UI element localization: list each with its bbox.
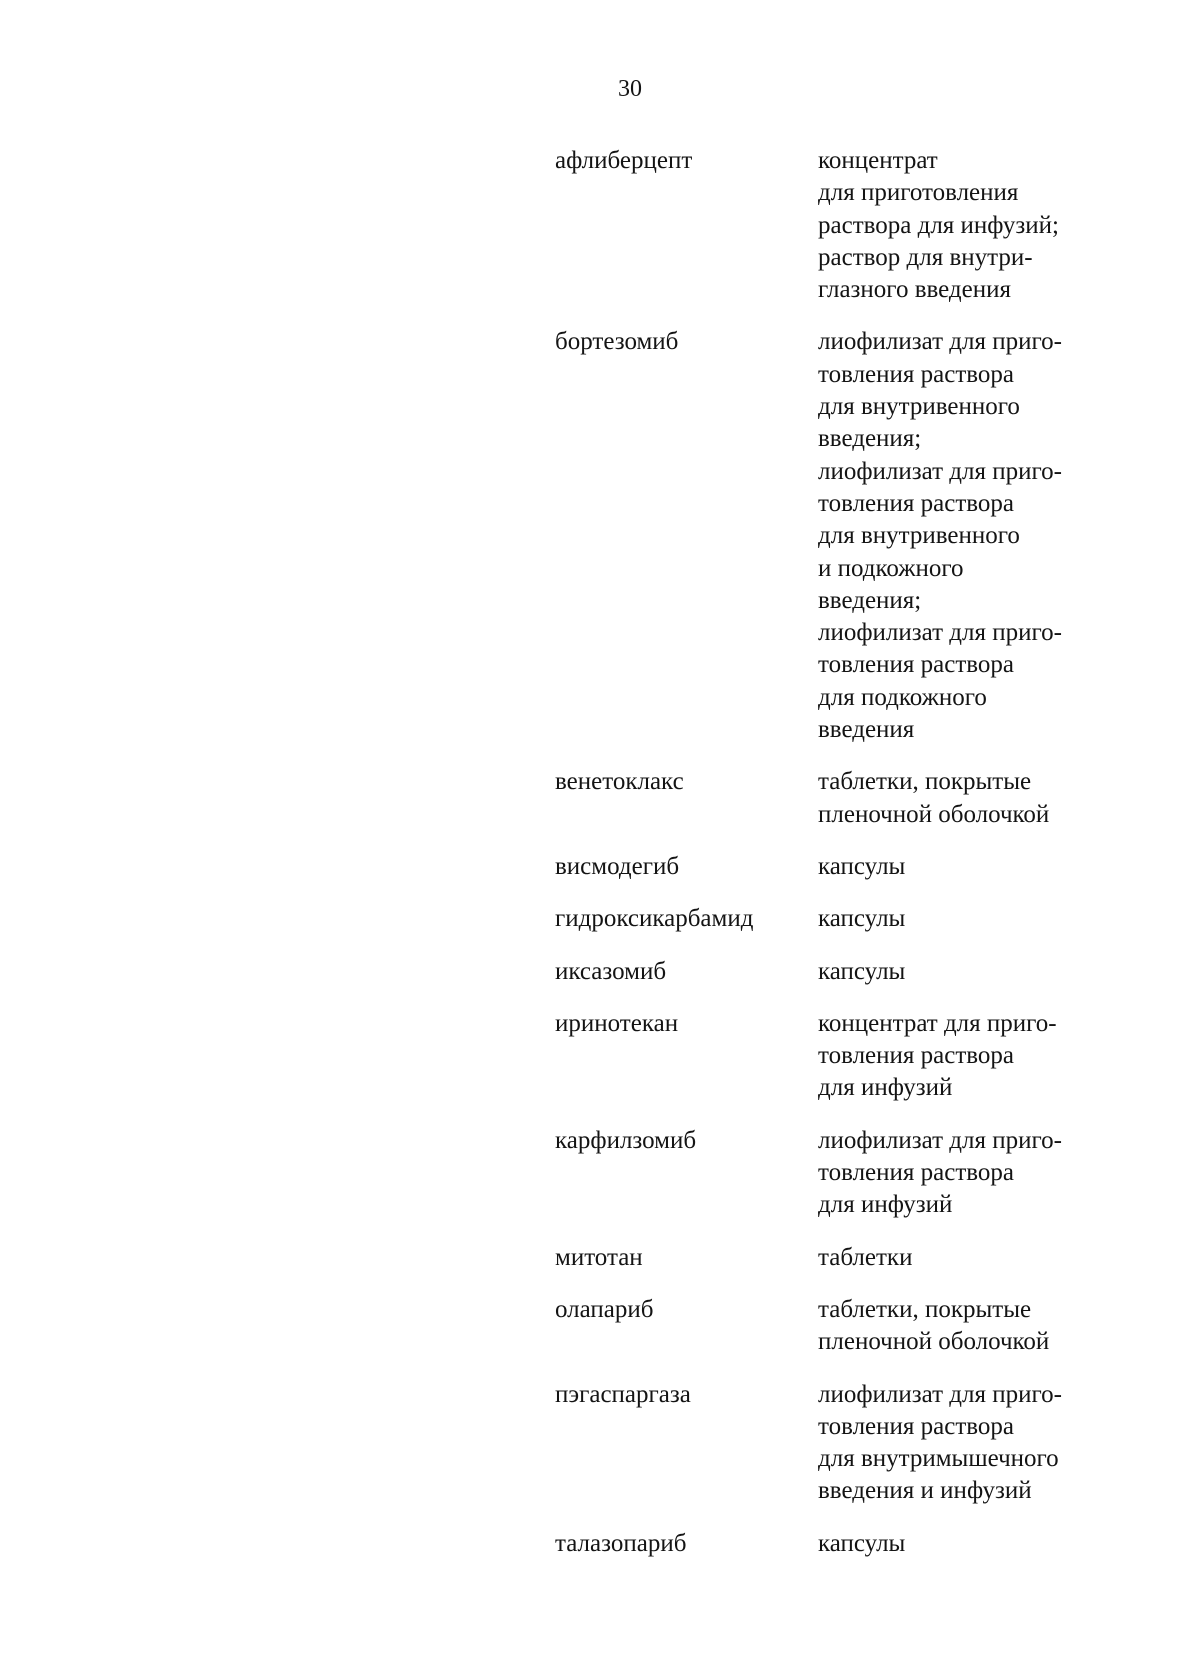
- dosage-form: [818, 1008, 1115, 1105]
- dosage-form-line: для инфузий: [818, 1191, 953, 1219]
- dosage-form-line: капсулы: [818, 957, 906, 985]
- dosage-form-line: введения;: [818, 425, 922, 453]
- dosage-form-line: лиофилизат для приго-: [818, 1380, 1062, 1408]
- dosage-form: [818, 1294, 1115, 1359]
- drug-list: [555, 145, 1115, 1560]
- drug-entry: [555, 1125, 1115, 1222]
- dosage-form-line: товления раствора: [818, 1412, 1014, 1440]
- dosage-form-line: капсулы: [818, 1529, 906, 1557]
- dosage-form-line: введения и инфузий: [818, 1477, 1032, 1505]
- dosage-form-line: товления раствора: [818, 1042, 1014, 1070]
- dosage-form-line: капсулы: [818, 852, 906, 880]
- drug-name: венетоклакс: [555, 768, 684, 796]
- dosage-form-line: товления раствора: [818, 651, 1014, 679]
- dosage-form-line: введения: [818, 716, 915, 744]
- dosage-form-line: и подкожного: [818, 554, 964, 582]
- drug-entry: [555, 956, 1115, 988]
- drug-name: митотан: [555, 1243, 643, 1271]
- dosage-form-line: раствора для инфузий;: [818, 211, 1059, 239]
- dosage-form-line: для подкожного: [818, 683, 987, 711]
- drug-entry: [555, 145, 1115, 306]
- dosage-form-line: для внутривенного: [818, 393, 1020, 421]
- dosage-form: [818, 956, 1115, 988]
- drug-name: афлиберцепт: [555, 147, 693, 174]
- drug-entry: [555, 1008, 1115, 1105]
- dosage-form-line: таблетки, покрытые: [818, 1295, 1032, 1323]
- page-number: 30: [618, 76, 642, 102]
- dosage-form-line: для внутривенного: [818, 522, 1020, 550]
- drug-entry: [555, 903, 1115, 935]
- dosage-form-line: лиофилизат для приго-: [818, 457, 1062, 485]
- drug-entry: [555, 326, 1115, 746]
- dosage-form-line: глазного введения: [818, 276, 1011, 304]
- drug-name: олапариб: [555, 1295, 654, 1323]
- drug-name: бортезомиб: [555, 328, 679, 356]
- dosage-form-line: капсулы: [818, 905, 906, 933]
- dosage-form-line: пленочной оболочкой: [818, 800, 1050, 828]
- dosage-form-line: пленочной оболочкой: [818, 1328, 1050, 1356]
- drug-entry: [555, 1242, 1115, 1274]
- dosage-form: [818, 903, 1115, 935]
- drug-entry: [555, 1379, 1115, 1508]
- dosage-form-line: для внутримышечного: [818, 1445, 1059, 1473]
- drug-name: висмодегиб: [555, 852, 680, 880]
- dosage-form: [818, 1242, 1115, 1274]
- dosage-form-line: лиофилизат для приго-: [818, 328, 1062, 356]
- dosage-form-line: для приготовления: [818, 179, 1019, 207]
- drug-name: гидроксикарбамид: [555, 905, 754, 933]
- dosage-form-line: раствор для внутри-: [818, 243, 1033, 271]
- drug-entry: [555, 1294, 1115, 1359]
- dosage-form: [818, 1125, 1115, 1222]
- dosage-form-line: товления раствора: [818, 360, 1014, 388]
- dosage-form: [818, 1528, 1115, 1560]
- drug-name: пэгаспаргаза: [555, 1380, 691, 1408]
- dosage-form-line: лиофилизат для приго-: [818, 619, 1062, 647]
- dosage-form-line: для инфузий: [818, 1074, 953, 1102]
- dosage-form-line: товления раствора: [818, 489, 1014, 517]
- drug-entry: [555, 1528, 1115, 1560]
- dosage-form: [818, 766, 1115, 831]
- dosage-form-line: введения;: [818, 586, 922, 614]
- dosage-form-line: концентрат: [818, 147, 938, 174]
- drug-entry: [555, 851, 1115, 883]
- dosage-form: [818, 1379, 1115, 1508]
- dosage-form-line: таблетки: [818, 1243, 913, 1271]
- dosage-form-line: лиофилизат для приго-: [818, 1126, 1062, 1154]
- dosage-form: [818, 326, 1115, 746]
- drug-name: иринотекан: [555, 1009, 679, 1037]
- dosage-form: [818, 851, 1115, 883]
- dosage-form-line: концентрат для приго-: [818, 1009, 1057, 1037]
- dosage-form-line: таблетки, покрытые: [818, 768, 1032, 796]
- drug-name: талазопариб: [555, 1529, 687, 1557]
- drug-name: карфилзомиб: [555, 1126, 697, 1154]
- dosage-form: [818, 145, 1115, 306]
- dosage-form-line: товления раствора: [818, 1159, 1014, 1187]
- drug-entry: [555, 766, 1115, 831]
- drug-name: иксазомиб: [555, 957, 667, 985]
